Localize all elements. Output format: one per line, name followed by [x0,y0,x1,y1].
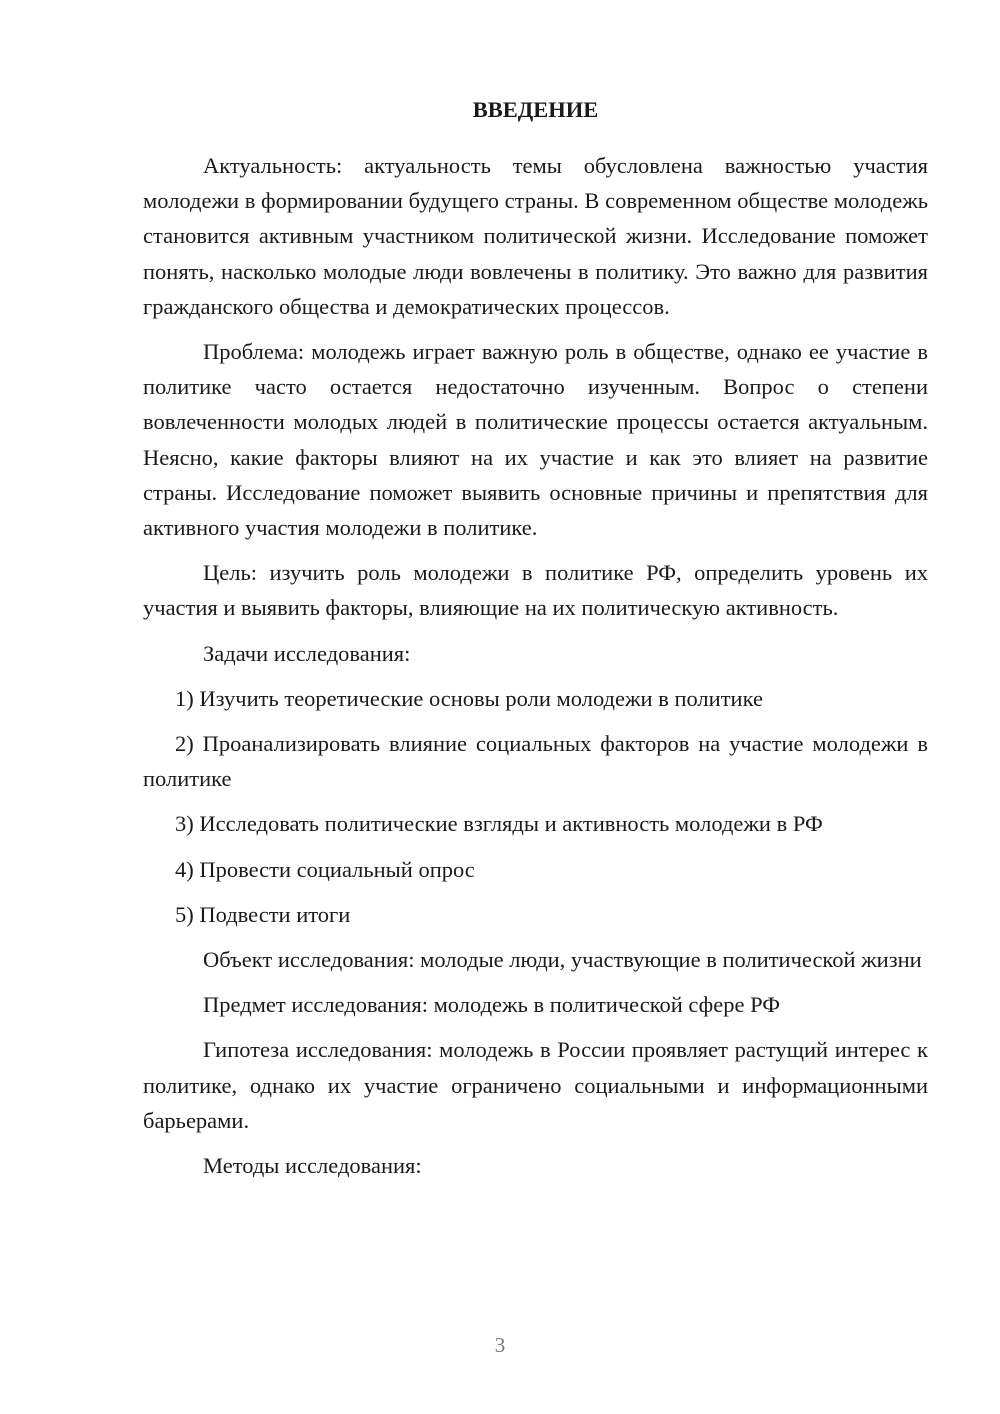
hypothesis-paragraph: Гипотеза исследования: молодежь в России проявляет растущий интерес к политике, однако их участие ограничено социальными и информационными барьерами. [143,1037,928,1133]
task-item-4: 4) Провести социальный опрос [175,856,475,882]
page-number: 3 [494,1333,506,1357]
section-title: ВВЕДЕНИЕ [472,97,599,122]
goal-paragraph: Цель: изучить роль молодежи в политике РФ, определить уровень их участия и выявить факторы, влияющие на их политическую активность. [143,560,928,621]
relevance-paragraph: Актуальность: актуальность темы обусловлена важностью участия молодежи в формировании будущего страны. В современном обществе молодежь становится активным участником политической жизни. Исследование поможет понять, насколько молодые люди вовлечены в политику. Это важно для развития гражданского общества и демократических процессов. [143,153,928,319]
task-item-5: 5) Подвести итоги [175,901,351,927]
subject-paragraph: Предмет исследования: молодежь в политической сфере РФ [203,992,780,1018]
task-item-1: 1) Изучить теоретические основы роли молодежи в политике [175,685,763,711]
task-item-3: 3) Исследовать политические взгляды и активность молодежи в РФ [175,811,823,837]
problem-paragraph: Проблема: молодежь играет важную роль в обществе, однако ее участие в политике часто остается недостаточно изученным. Вопрос о степени вовлеченности молодых людей в политические процессы остается актуальным. Неясно, какие факторы влияют на их участие и как это влияет на развитие страны. Исследование поможет выявить основные причины и препятствия для активного участия молодежи в политике. [143,339,928,541]
tasks-heading: Задачи исследования: [203,640,411,666]
task-item-2: 2) Проанализировать влияние социальных факторов на участие молодежи в политике [143,731,928,792]
methods-heading: Методы исследования: [203,1153,422,1179]
document-page [143,92,928,1193]
object-paragraph: Объект исследования: молодые люди, участвующие в политической жизни [203,947,922,973]
